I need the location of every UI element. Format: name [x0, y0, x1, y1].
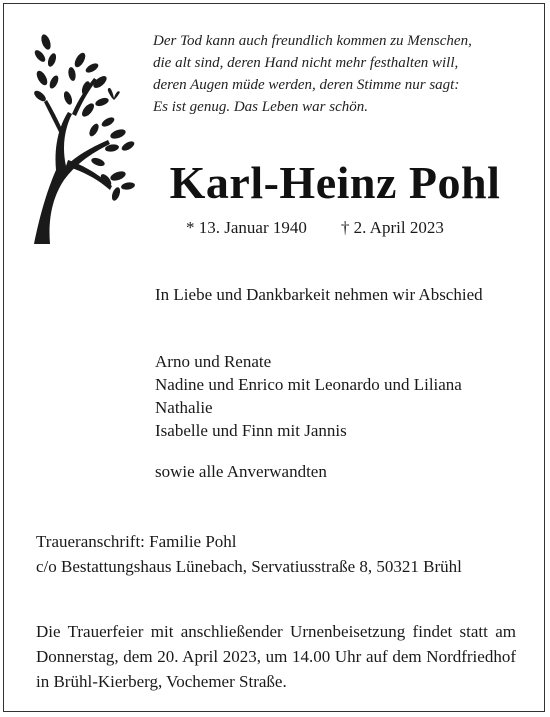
- mourner-line: Nadine und Enrico mit Leonardo und Liliana: [155, 375, 462, 394]
- poem-line: Es ist genug. Das Leben war schön.: [153, 99, 368, 115]
- poem-line: die alt sind, deren Hand nicht mehr festhalten will,: [153, 55, 459, 71]
- life-dates: [186, 218, 444, 238]
- memorial-poem: [153, 30, 533, 118]
- tree-with-butterfly-icon: [28, 30, 140, 244]
- ceremony-info: Die Trauerfeier mit anschließender Urnenbeisetzung findet statt am Donnerstag, dem 20. April 2023, um 14.00 Uhr auf dem Nordfriedhof in Brühl-Kierberg, Vochemer Straße.: [36, 622, 516, 691]
- mourning-address: [36, 529, 462, 579]
- farewell-line: In Liebe und Dankbarkeit nehmen wir Abschied: [155, 285, 483, 304]
- death-date: † 2. April 2023: [340, 218, 444, 237]
- mourner-line: Arno und Renate: [155, 352, 272, 371]
- mourner-line: Nathalie: [155, 398, 213, 417]
- poem-line: deren Augen müde werden, deren Stimme nur sagt:: [153, 77, 460, 93]
- address-line-2: c/o Bestattungshaus Lünebach, Servatiusstraße 8, 50321 Brühl: [36, 557, 462, 576]
- address-line-1: Traueranschrift: Familie Pohl: [36, 532, 237, 551]
- poem-line: Der Tod kann auch freundlich kommen zu Menschen,: [153, 33, 472, 49]
- mourner-line: Isabelle und Finn mit Jannis: [155, 421, 347, 440]
- relatives-line: sowie alle Anverwandten: [155, 462, 327, 481]
- deceased-name: Karl-Heinz Pohl: [169, 157, 501, 208]
- mourners-list: [155, 350, 462, 442]
- birth-date: * 13. Januar 1940: [186, 218, 307, 237]
